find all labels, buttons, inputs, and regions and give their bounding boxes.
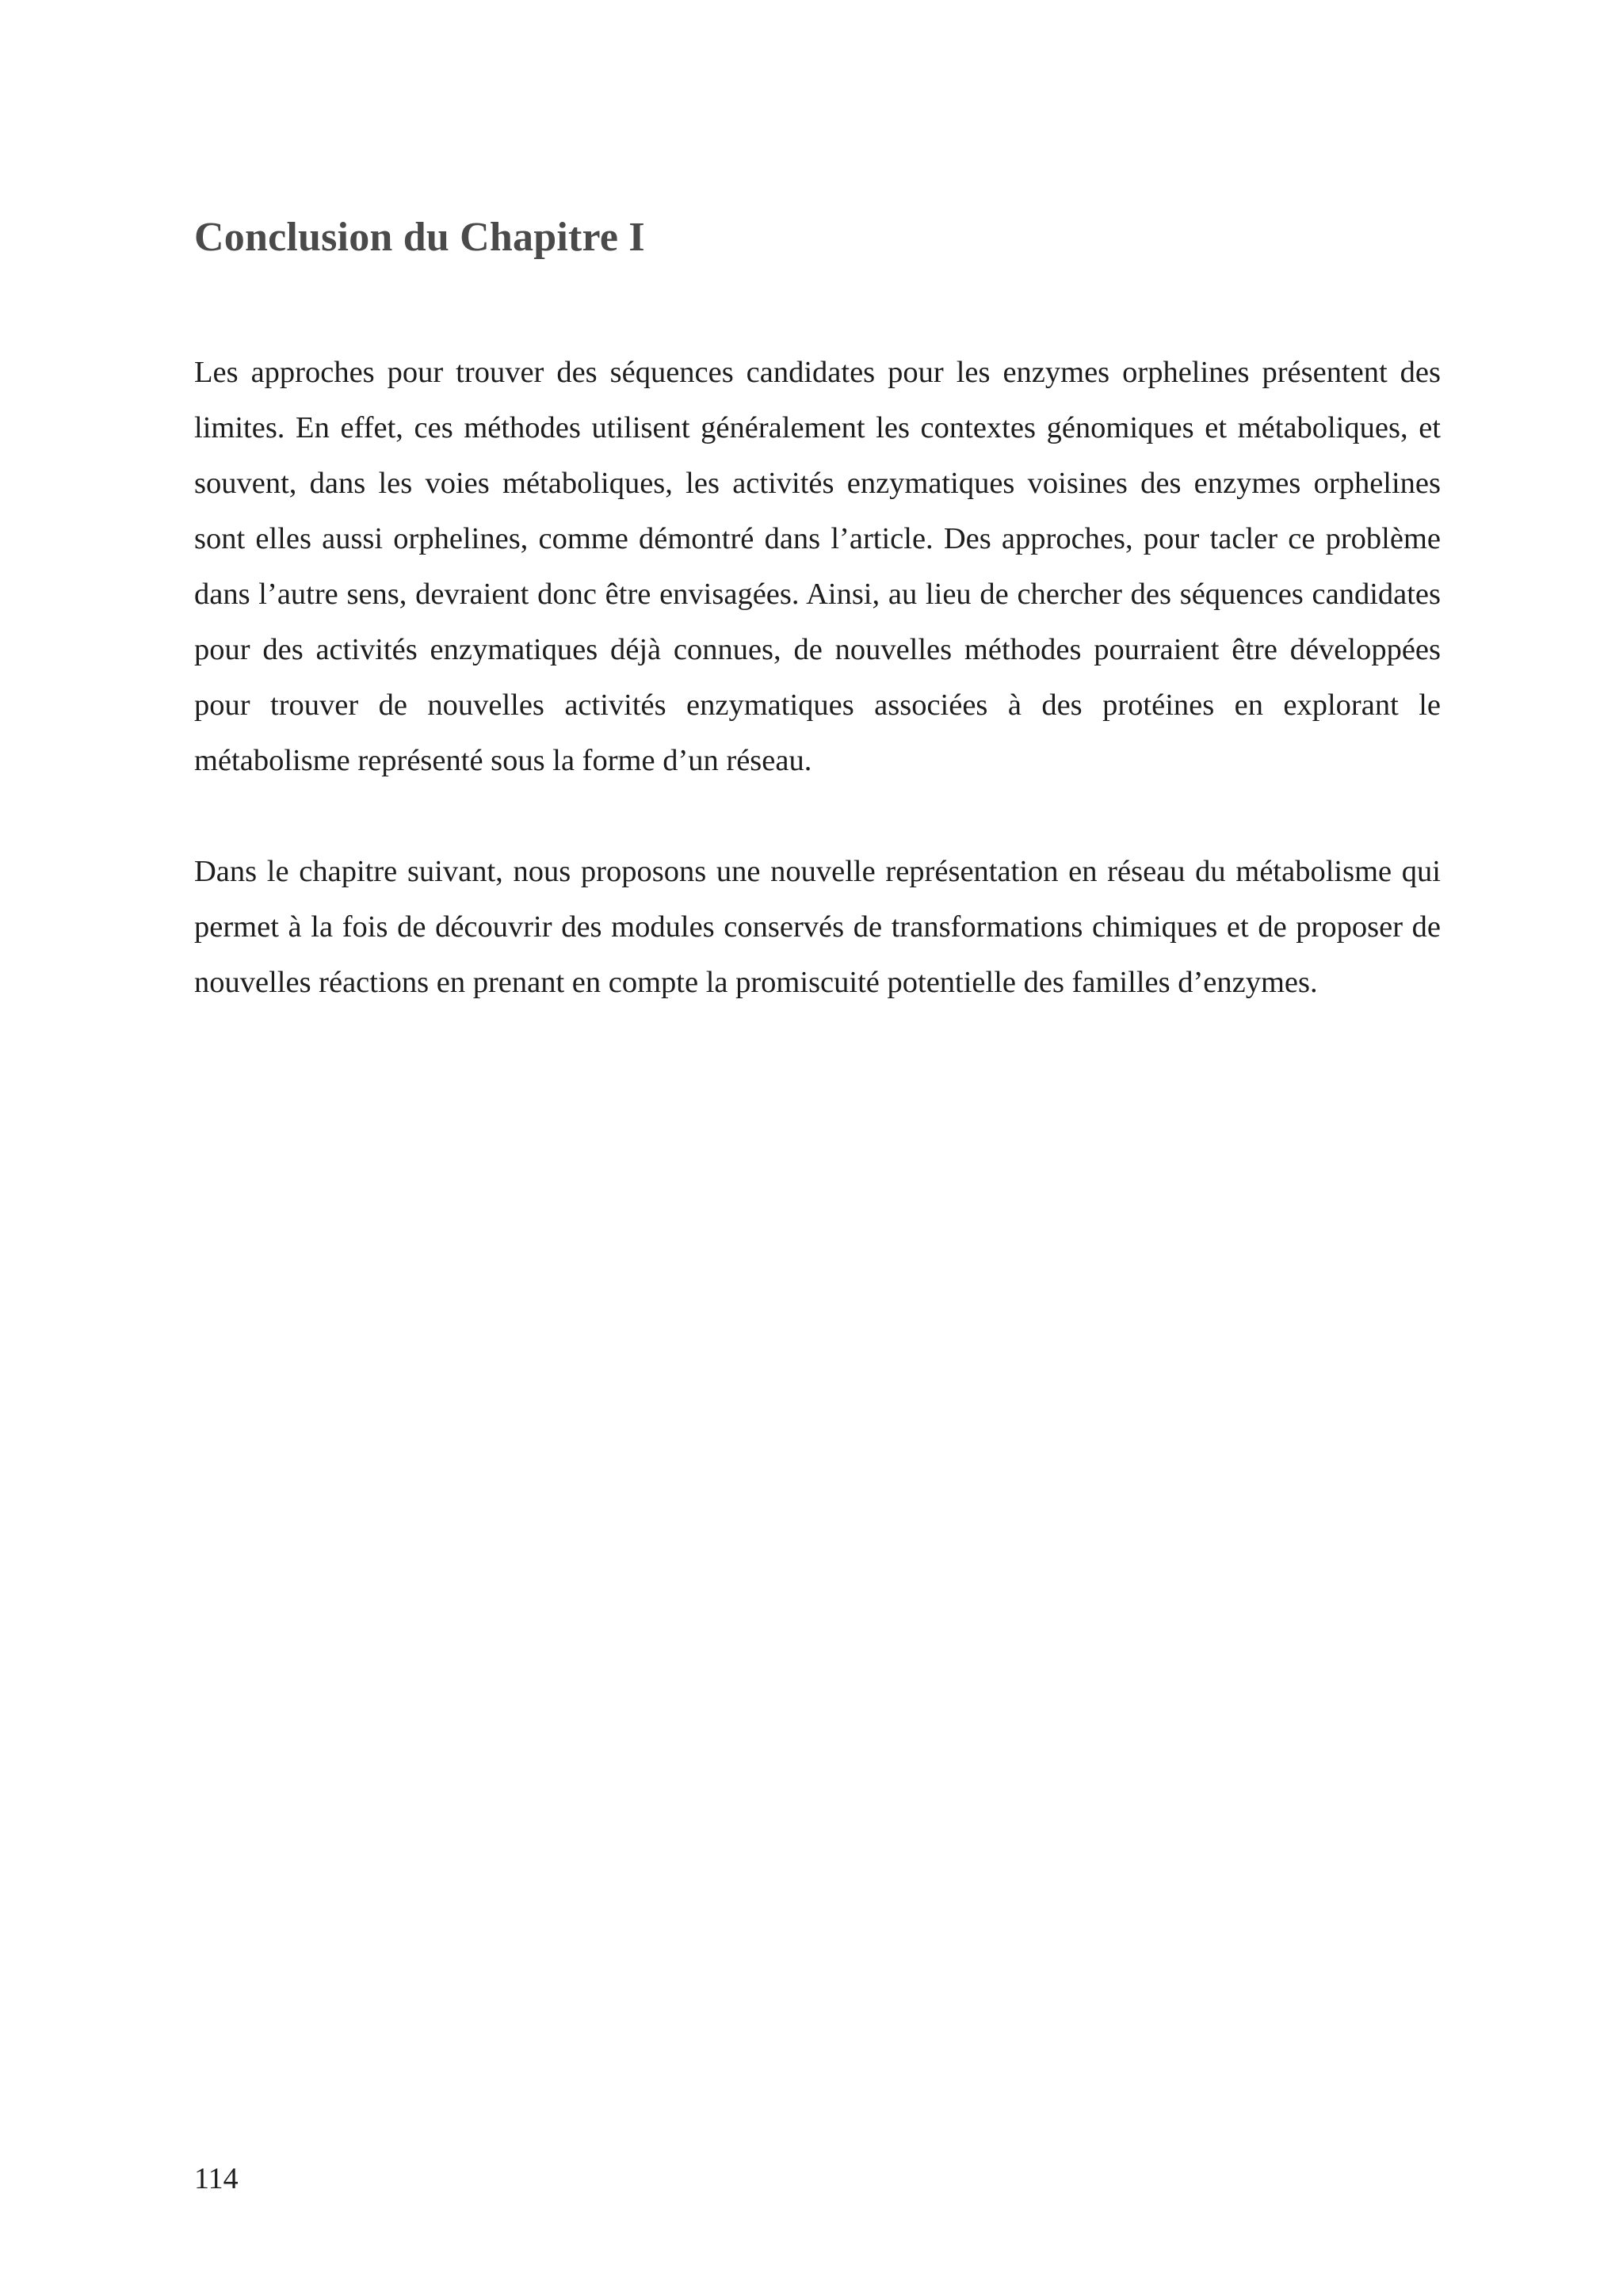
page-number: 114 (194, 2162, 239, 2195)
paragraph-1: Les approches pour trouver des séquences candidates pour les enzymes orphelines présentent des limites. En effet, ces méthodes utilisent généralement les contextes génomiques et métaboliques, et souvent, dans les voies métaboliques, les activités enzymatiques voisines des enzymes orphelines sont elles aussi orphelines, comme démontré dans l’article. Des approches, pour tacler ce problème dans l’autre sens, devraient donc être envisagées. Ainsi, au lieu de chercher des séquences candidates pour des activités enzymatiques déjà connues, de nouvelles méthodes pourraient être développées pour trouver de nouvelles activités enzymatiques associées à des protéines en explorant le métabolisme représenté sous la forme d’un réseau. (194, 356, 1441, 777)
section-heading: Conclusion du Chapitre I (194, 215, 645, 260)
paragraph-2: Dans le chapitre suivant, nous proposons une nouvelle représentation en réseau du métabolisme qui permet à la fois de découvrir des modules conservés de transformations chimiques et de proposer de nouvelles réactions en prenant en compte la promiscuité potentielle des familles d’enzymes. (194, 855, 1441, 999)
body-text (194, 345, 1441, 1066)
